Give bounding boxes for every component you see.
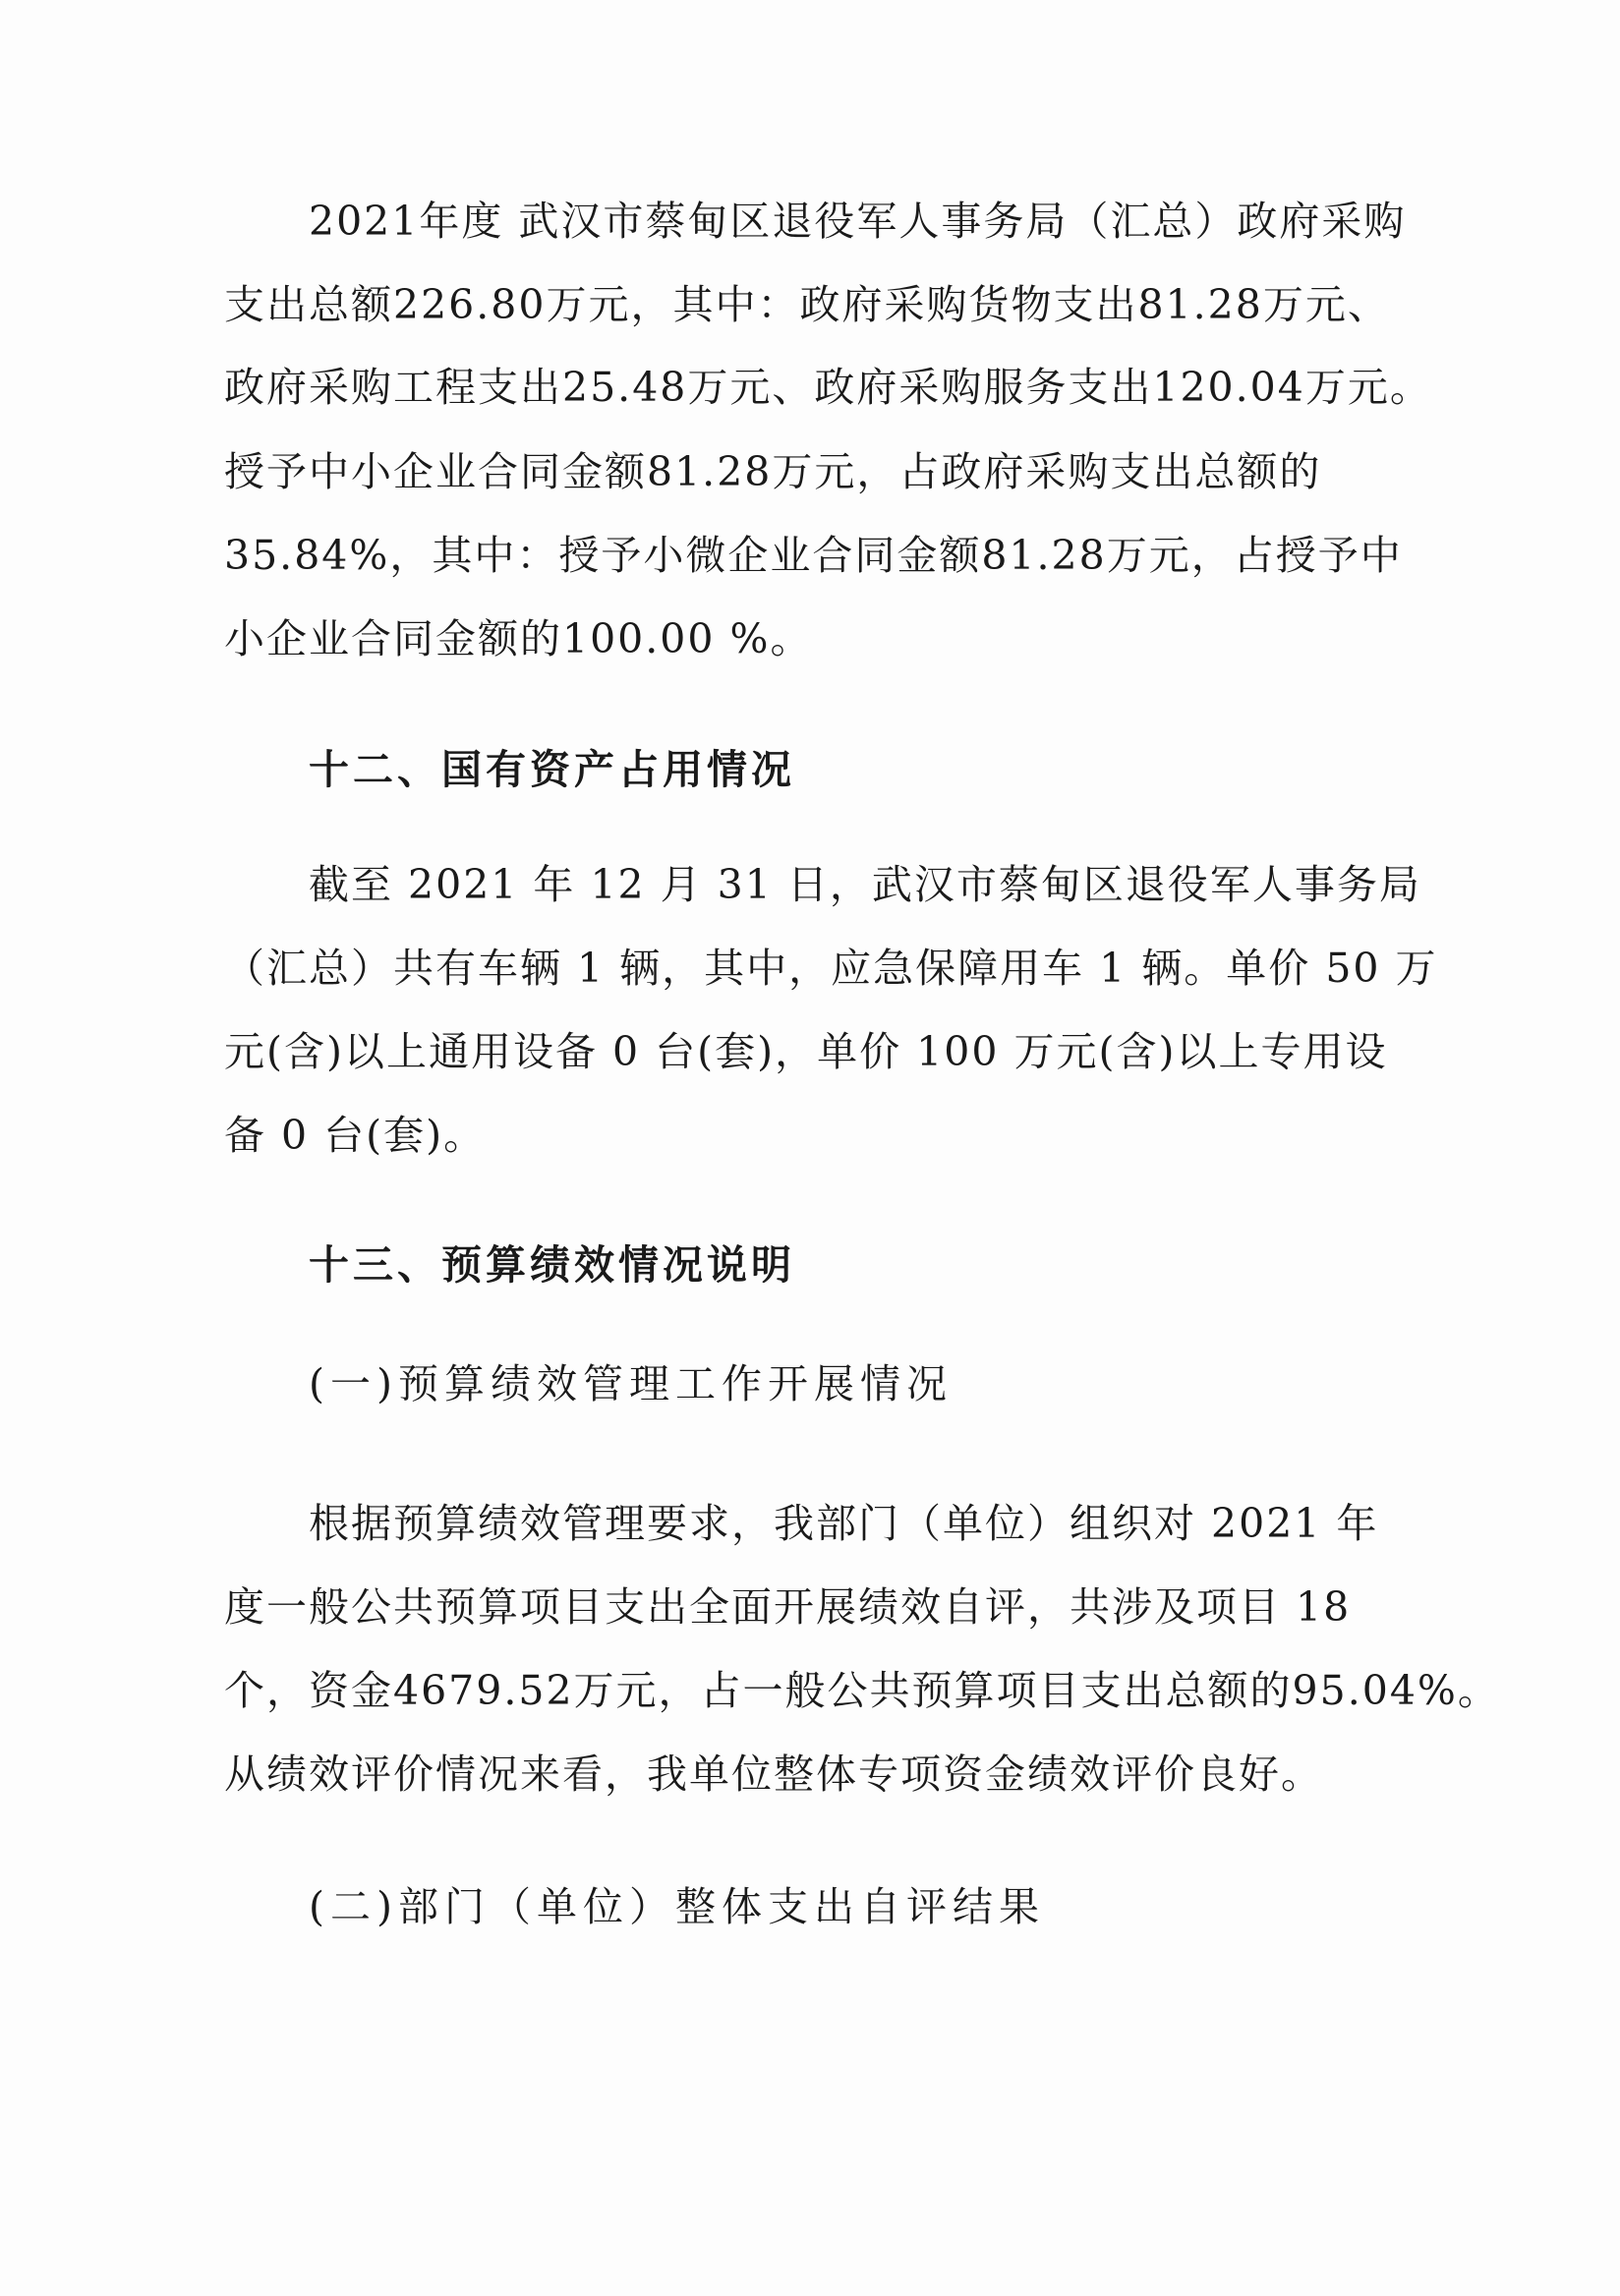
section-12-line-2: （汇总）共有车辆 1 辆，其中，应急保障用车 1 辆。单价 50 万 — [224, 945, 1438, 992]
section-13-sub1-line-4: 从绩效评价情况来看，我单位整体专项资金绩效评价良好。 — [224, 1751, 1323, 1798]
section-13-sub1-line-1: 根据预算绩效管理要求，我部门（单位）组织对 2021 年 — [309, 1500, 1379, 1547]
procurement-line-1: 2021年度 武汉市蔡甸区退役军人事务局（汇总）政府采购 — [309, 198, 1407, 245]
procurement-line-2: 支出总额226.80万元，其中：政府采购货物支出81.28万元、 — [224, 281, 1390, 328]
section-13-sub1-title: (一)预算绩效管理工作开展情况 — [309, 1360, 953, 1407]
section-13-title: 十三、预算绩效情况说明 — [309, 1241, 795, 1289]
section-12-line-1: 截至 2021 年 12 月 31 日，武汉市蔡甸区退役军人事务局 — [309, 861, 1421, 908]
procurement-line-5: 35.84%，其中：授予小微企业合同金额81.28万元，占授予中 — [224, 532, 1403, 579]
section-13-sub2-title: (二)部门（单位）整体支出自评结果 — [309, 1883, 1045, 1930]
procurement-line-4: 授予中小企业合同金额81.28万元，占政府采购支出总额的 — [224, 448, 1322, 495]
section-13-sub1-line-3: 个，资金4679.52万元，占一般公共预算项目支出总额的95.04%。 — [224, 1667, 1500, 1714]
section-12-title: 十二、国有资产占用情况 — [309, 746, 795, 793]
procurement-line-6: 小企业合同金额的100.00 %。 — [224, 615, 813, 662]
section-13-sub1-line-2: 度一般公共预算项目支出全面开展绩效自评，共涉及项目 18 — [224, 1583, 1352, 1631]
procurement-line-3: 政府采购工程支出25.48万元、政府采购服务支出120.04万元。 — [224, 364, 1432, 411]
section-12-line-3: 元(含)以上通用设备 0 台(套)，单价 100 万元(含)以上专用设 — [224, 1028, 1388, 1075]
section-12-line-4: 备 0 台(套)。 — [224, 1112, 487, 1159]
